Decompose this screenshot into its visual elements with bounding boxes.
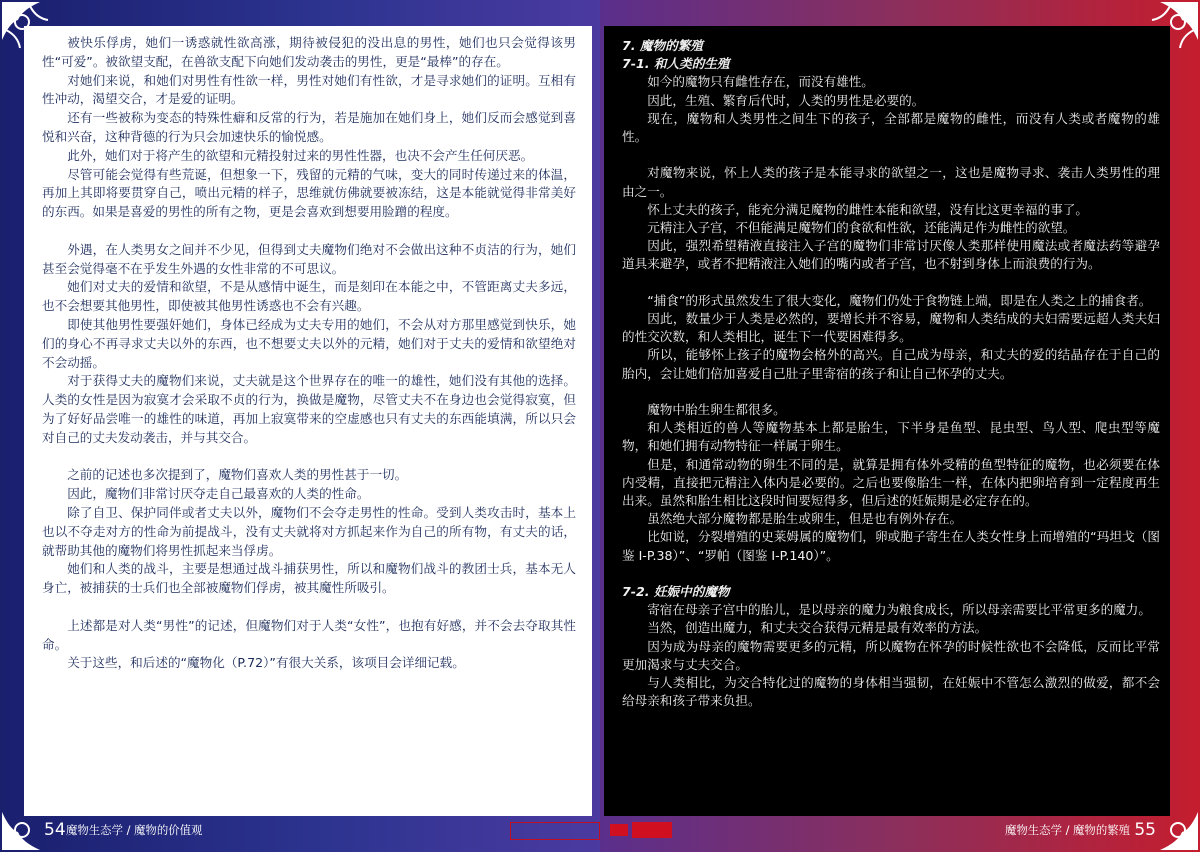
paragraph: 寄宿在母亲子宫中的胎儿，是以母亲的魔力为粮食成长，所以母亲需要比平常更多的魔力。 (647, 602, 1151, 618)
watermark-stamp-icon (510, 820, 690, 842)
paragraph: 即使其他男性要强奸她们，身体已经成为丈夫专用的她们，不会从对方那里感觉到快乐，她们的身心不再寻求丈夫以外的东西，也不想要丈夫以外的元精，她们对于丈夫的爱情和欲望绝对不会动摇。 (42, 316, 576, 370)
paragraph: 和人类相近的兽人等魔物基本上都是胎生，下半身是鱼型、昆虫型、鸟人型、爬虫型等魔物，和她们拥有动物特征一样属于卵生。 (622, 420, 1160, 454)
subsection-title-1: 7-1. 和人类的生殖 (622, 56, 730, 72)
paragraph: 对魔物来说，怀上人类的孩子是本能寻求的欲望之一，这也是魔物寻求、袭击人类男性的理由之一。 (622, 165, 1160, 199)
subsection-title-2: 7-2. 妊娠中的魔物 (622, 584, 730, 600)
right-page (604, 26, 1170, 816)
paragraph: 她们和人类的战斗，主要是想通过战斗捕获男性，所以和魔物们战斗的教团士兵，基本无人身亡，被捕获的士兵们也全部被魔物们俘虏，被其魔性所吸引。 (42, 561, 576, 596)
section-title: 7. 魔物的繁殖 (622, 38, 703, 53)
paragraph-gap (622, 565, 1160, 583)
paragraph: 还有一些被称为变态的特殊性癖和反常的行为，若是施加在她们身上，她们反而会感觉到喜悦和兴奋，这种背德的行为只会加速快乐的愉悦感。 (42, 110, 576, 144)
paragraph: 外遇，在人类男女之间并不少见，但得到丈夫魔物们绝对不会做出这种不贞洁的行为，她们甚至会觉得毫不在乎发生外遇的女性非常的不可思议。 (42, 241, 576, 276)
paragraph: 因此，数量少于人类是必然的，要增长并不容易，魔物和人类结成的夫妇需要远超人类夫妇的性交次数，和人类相比，诞生下一代要困难得多。 (622, 311, 1160, 345)
paragraph: 虽然绝大部分魔物都是胎生或卵生，但是也有例外存在。 (647, 511, 963, 527)
page-number-left: 54 (44, 820, 66, 840)
paragraph: 尽管可能会觉得有些荒诞，但想象一下，残留的元精的气味，变大的同时传递过来的体温，再加上其即将要贯穿自己，喷出元精的样子，思维就仿佛就要被冻结，这是本能就觉得非常美好的东西。如果是喜爱的男性的所有之物，更是会喜欢到想要用脸蹭的程度。 (42, 166, 576, 220)
paragraph-gap (42, 598, 576, 617)
paragraph-gap (42, 448, 576, 467)
page-number-right: 55 (1134, 820, 1156, 840)
paragraph: 除了自卫、保护同伴或者丈夫以外，魔物们不会夺走男性的性命。受到人类攻击时，基本上也以不夺走对方的性命为前提战斗，没有丈夫就将对方抓起来作为自己的所有物，有丈夫的话，就帮助其他的魔物们将男性抓起来当俘虏。 (42, 504, 576, 558)
paragraph-gap (622, 274, 1160, 292)
right-page-block-1 (622, 73, 1160, 583)
paragraph: 比如说，分裂增殖的史莱姆属的魔物们，卵或胞子寄生在人类女性身上而增殖的“玛坦戈（图鉴 I-P.38）”、“罗帕（图鉴 I-P.140）”。 (622, 529, 1160, 563)
paragraph: 因此，生殖、繁育后代时，人类的男性是必要的。 (647, 92, 925, 108)
left-page-body (42, 34, 576, 673)
paragraph-gap (622, 383, 1160, 401)
paragraph: 当然，创造出魔力，和丈夫交合获得元精是最有效率的方法。 (647, 620, 988, 636)
paragraph: 对于获得丈夫的魔物们来说，丈夫就是这个世界存在的唯一的雄性，她们没有其他的选择。人类的女性是因为寂寞才会采取不贞的行为，换做是魔物，尽管丈夫不在身边也会觉得寂寞，但为了好好品尝唯一的雄性的味道，再加上寂寞带来的空虚感也只有丈夫的东西能填满，所以只会对自己的丈夫发动袭击，并与其交合。 (42, 373, 576, 445)
paragraph: 因此，强烈希望精液直接注入子宫的魔物们非常讨厌像人类那样使用魔法或者魔法药等避孕道具来避孕，或者不把精液注入她们的嘴内或者子宫，也不射到身体上而浪费的行为。 (622, 238, 1160, 272)
paragraph: 关于这些，和后述的“魔物化（P.72）”有很大关系，该项目会详细记载。 (67, 655, 465, 671)
paragraph: 怀上丈夫的孩子，能充分满足魔物的雌性本能和欲望，没有比这更幸福的事了。 (647, 201, 1088, 217)
paragraph: 对她们来说，和她们对男性有性欲一样，男性对她们有性欲，才是寻求她们的证明。互相有性冲动，渴望交合，才是爱的证明。 (42, 72, 576, 107)
footer-label-left: 魔物生态学 / 魔物的价值观 (66, 823, 203, 837)
left-page (24, 26, 592, 816)
paragraph: 但是，和通常动物的卵生不同的是，就算是拥有体外受精的鱼型特征的魔物，也必须要在体内受精，直接把元精注入体内是必要的。之后也要像胎生一样，在体内把卵培育到一定程度再生出来。虽然和胎生相比这段时间要短得多，但后述的妊娠期是必定存在的。 (622, 456, 1160, 509)
paragraph: 元精注入子宫，不但能满足魔物们的食欲和性欲，还能满足作为雌性的欲望。 (647, 220, 1076, 236)
paragraph: 与人类相比，为交合特化过的魔物的身体相当强韧，在妊娠中不管怎么激烈的做爱，都不会给母亲和孩子带来负担。 (622, 675, 1160, 709)
paragraph: 此外，她们对于将产生的欲望和元精投射过来的男性性器，也决不会产生任何厌恶。 (67, 147, 534, 163)
paragraph: 被快乐俘虏，她们一诱惑就性欲高涨，期待被侵犯的没出息的男性，她们也只会觉得该男性“可爱”。被欲望支配，在兽欲支配下向她们发动袭击的男性，更是“最棒”的存在。 (42, 35, 576, 69)
paragraph: 她们对丈夫的爱情和欲望，不是从感情中诞生，而是刻印在本能之中，不管距离丈夫多远，也不会想要其他男性，即使被其他男性诱惑也不会有兴趣。 (42, 279, 576, 314)
paragraph: 如今的魔物只有雌性存在，而没有雄性。 (647, 74, 874, 90)
paragraph: 现在，魔物和人类男性之间生下的孩子，全部都是魔物的雌性，而没有人类或者魔物的雄性。 (622, 110, 1160, 145)
right-page-block-2 (622, 601, 1160, 710)
footer-label-right: 魔物生态学 / 魔物的繁殖 (1005, 823, 1130, 837)
paragraph: 所以，能够怀上孩子的魔物会格外的高兴。自己成为母亲，和丈夫的爱的结晶存在于自己的胎内，会让她们倍加喜爱自己肚子里寄宿的孩子和让自己怀孕的丈夫。 (622, 347, 1160, 381)
paragraph-gap (622, 146, 1160, 164)
paragraph-gap (42, 222, 576, 241)
paragraph: 因此，魔物们非常讨厌夺走自己最喜欢的人类的性命。 (67, 486, 370, 502)
paragraph: “捕食”的形式虽然发生了很大变化，魔物们仍处于食物链上端，即是在人类之上的捕食者。 (647, 292, 1152, 308)
paragraph: 魔物中胎生卵生都很多。 (647, 402, 786, 418)
paragraph: 因为成为母亲的魔物需要更多的元精，所以魔物在怀孕的时候性欲也不会降低，反而比平常更加渴求与丈夫交合。 (622, 638, 1160, 672)
paragraph: 上述都是对人类“男性”的记述，但魔物们对于人类“女性”，也抱有好感，并不会去夺取其性命。 (42, 617, 576, 652)
paragraph: 之前的记述也多次提到了，魔物们喜欢人类的男性甚于一切。 (67, 467, 408, 483)
